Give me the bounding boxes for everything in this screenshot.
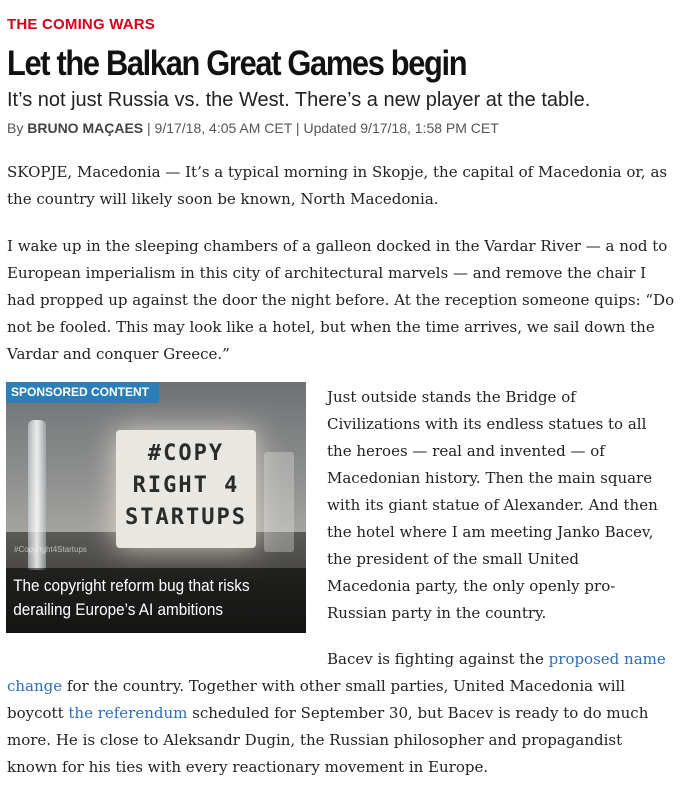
sponsored-content-card[interactable]: [6, 382, 306, 633]
sponsored-caption[interactable]: [6, 568, 306, 633]
published-time: | 9/17/18, 4:05 AM CET |: [147, 120, 300, 136]
paragraph-4-start: Bacev is fighting against the: [327, 650, 549, 668]
article-dek: It’s not just Russia vs. the West. There’s a new player at the table.: [7, 89, 591, 111]
referendum-link[interactable]: the referendum: [68, 704, 188, 722]
glass-graphic: [264, 452, 294, 552]
lightbox-line: #COPY: [147, 441, 225, 466]
paragraph-4-end: scheduled for September 30, but Bacev is ready to do much more. He is close to Aleksandr Dugin, the Russian philosopher and propagandist known for his ties with every reactionary movement in Europe.: [7, 704, 649, 776]
section-kicker[interactable]: THE COMING WARS: [7, 16, 155, 33]
paragraph-4-mid: for the country. Together with other small parties, United Macedonia will boycott: [7, 677, 626, 722]
sponsored-caption-text: The copyright reform bug that risks derailing Europe’s AI ambitions: [13, 576, 250, 619]
image-watermark: #Copyright4Startups: [14, 545, 87, 554]
lightbox-line: STARTUPS: [125, 505, 247, 530]
paragraph-3: Just outside stands the Bridge of Civilizations with its endless statues to all the heroes — real and invented — of Macedonian history. Then the main square with its giant statue of Alexander. And then the hotel where I am meeting Janko Bacev, the president of the small United Macedonia party, the only openly pro-Russian party in the country.: [327, 388, 658, 622]
author-link[interactable]: BRUNO MAÇAES: [27, 120, 144, 136]
byline-prefix: By: [7, 120, 24, 136]
sponsored-tag: SPONSORED CONTENT: [6, 382, 159, 403]
paragraph-2: I wake up in the sleeping chambers of a galleon docked in the Vardar River — a nod to European imperialism in this city of architectural marvels — and remove the chair I had propped up against the door the night before. At the reception someone quips: “Do not be fooled. This may look like a hotel, but when the time arrives, we sail down the Vardar and conquer Greece.”: [7, 237, 675, 363]
paragraph-1: SKOPJE, Macedonia — It’s a typical morning in Skopje, the capital of Macedonia or, as the country will likely soon be known, North Macedonia.: [7, 163, 668, 208]
paragraph-4: [7, 646, 677, 781]
updated-time: Updated 9/17/18, 1:58 PM CET: [303, 120, 499, 136]
lightbox-sign: [116, 430, 256, 548]
article-headline: Let the Balkan Great Games begin: [7, 44, 467, 83]
byline: [7, 120, 499, 136]
proposed-name-change-link[interactable]: proposed name change: [7, 650, 666, 695]
lightbox-line: RIGHT 4: [132, 473, 240, 498]
